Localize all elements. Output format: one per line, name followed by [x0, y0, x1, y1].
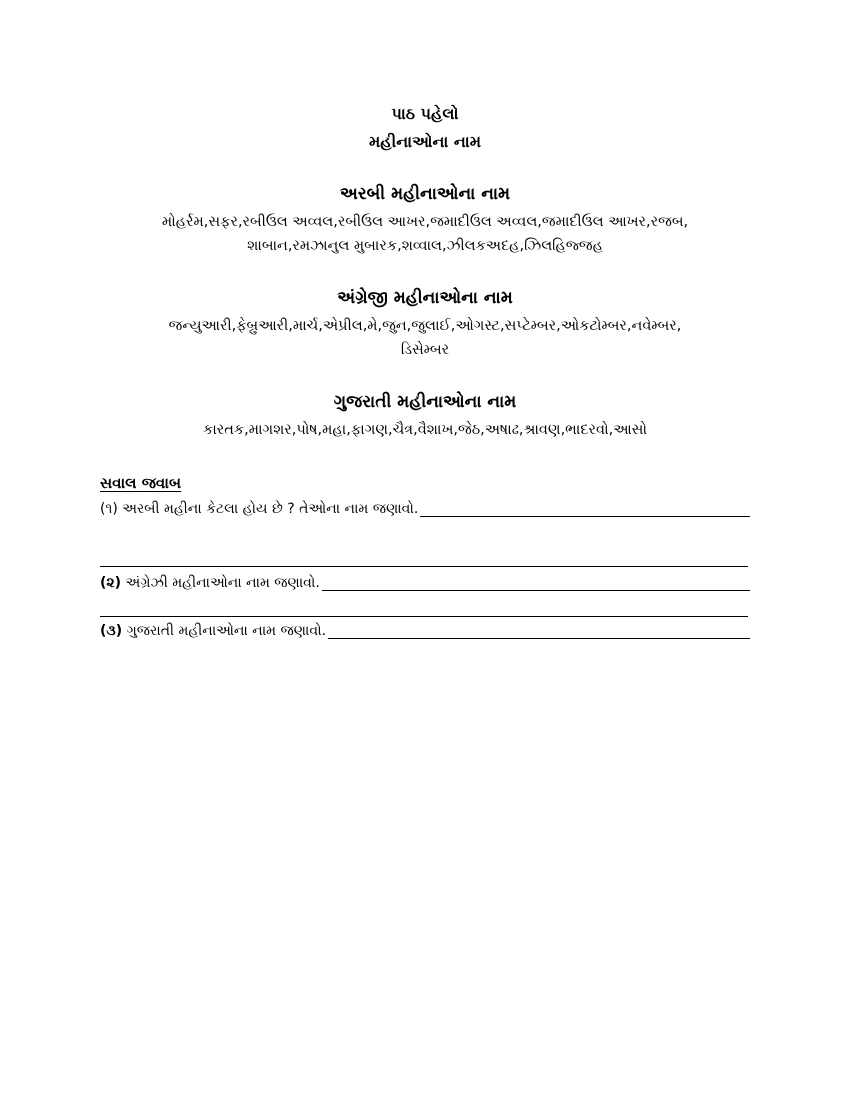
question-1 [100, 498, 750, 520]
qa-heading: સવાલ જવાબ [100, 474, 181, 492]
gujarati-months-line-1: કારતક,માગશર,પોષ,મહા,ફાગણ,ચૈત્ર,વૈશાખ,જેઠ,અષાઢ,શ્રાવણ,ભાદરવો,આસો [202, 422, 648, 438]
answer-line-1-continued[interactable] [100, 566, 748, 567]
question-3-text: ગુજરાતી મહીનાઓના નામ જણાવો. [126, 623, 327, 639]
question-2 [100, 572, 750, 594]
gujarati-months-list [90, 418, 760, 442]
arabic-months-line-2: શાબાન,રમઝાનુલ મુબારક,શવ્વાલ,ઝીલકઅદહ,ઝિલહિજ્જહ [247, 238, 603, 254]
question-1-number: (૧) [100, 501, 118, 517]
arabic-months-heading: અરબી મહીનાઓના નામ [339, 184, 511, 204]
answer-line-2-continued[interactable] [100, 616, 748, 617]
english-months-heading: અંગ્રેજી મહીનાઓના નામ [337, 288, 513, 308]
gujarati-months-heading: ગુજરાતી મહીનાઓના નામ [333, 392, 517, 412]
question-2-text: અંગ્રેઝી મહીનાઓના નામ જણાવો. [125, 575, 320, 591]
question-2-number: (૨) [100, 575, 122, 591]
english-months-line-2: ડિસેમ્બર [400, 342, 450, 358]
question-3 [100, 620, 750, 642]
lesson-title: પાઠ પહેલો [391, 104, 459, 123]
answer-line-2[interactable] [322, 589, 750, 591]
english-months-line-1: જન્યુઆરી,ફેબ્રુઆરી,માર્ચ,એપ્રીલ,મે,જુન,જુલાઈ,ઓગસ્ટ,સપ્ટેમ્બર,ઓકટોમ્બર,નવેમ્બર, [168, 318, 682, 334]
question-3-number: (૩) [100, 623, 123, 639]
question-1-text: અરબી મહીના કેટલા હોય છે ? તેઓના નામ જણાવો. [122, 501, 419, 517]
arabic-months-line-1: મોહર્રમ,સફર,રબીઉલ અવ્વલ,રબીઉલ આખર,જમાદીઉલ અવ્વલ,જમાદીઉલ આખર,રજબ, [161, 214, 689, 230]
answer-line-3[interactable] [328, 637, 750, 639]
english-months-list [90, 314, 760, 362]
answer-line-1[interactable] [420, 515, 750, 517]
arabic-months-list [90, 210, 760, 258]
lesson-subtitle: મહીનાઓના નામ [369, 132, 481, 151]
